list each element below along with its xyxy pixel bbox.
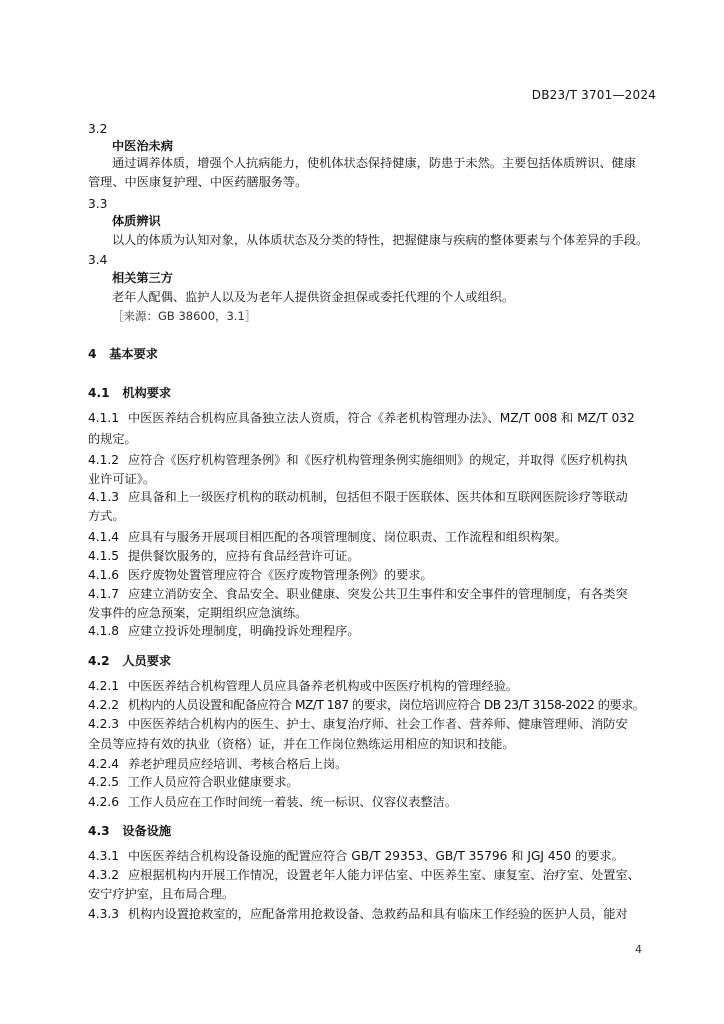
clause-4-2-3	[88, 716, 628, 733]
section-heading-4	[88, 346, 158, 363]
clause-4-1-2	[88, 452, 628, 469]
term-definition-line: 以人的体质为认知对象，从体质状态及分类的特性，把握健康与疾病的整体要素与个体差异的手段。	[112, 233, 649, 247]
clause-4-1-3	[88, 489, 628, 506]
page-header-doc-code: DB23/T 3701—2024	[531, 88, 656, 102]
clause-4-1-7	[88, 586, 628, 603]
section-title: 基本要求	[109, 347, 158, 361]
term-definition-line: 管理、中医康复护理、中医药膳服务等。	[88, 175, 308, 189]
clause-4-1-1	[88, 410, 635, 427]
clause-text: 工作人员应符合职业健康要求。	[128, 775, 299, 789]
clause-text-continued: 全员等应持有效的执业（资格）证，并在工作岗位熟练运用相应的知识和技能。	[88, 737, 515, 751]
subsection-heading-4-1	[88, 385, 171, 402]
clause-text: 机构内的人员设置和配备应符合 MZ/T 187 的要求，岗位培训应符合 DB 23/T 3158-2022 的要求。	[128, 698, 645, 712]
clause-text: 应具备和上一级医疗机构的联动机制，包括但不限于医联体、医共体和互联网医院诊疗等联动	[128, 490, 628, 504]
clause-number: 4.1.3	[88, 490, 120, 504]
clause-4-1-5	[88, 548, 360, 565]
clause-text-continued: 的规定。	[88, 432, 137, 446]
clause-text: 应具有与服务开展项目相匹配的各项管理制度、岗位职责、工作流程和组织构架。	[128, 530, 567, 544]
clause-number: 4.1.6	[88, 568, 120, 582]
clause-number: 4.3.1	[88, 849, 120, 863]
subsection-title: 机构要求	[122, 386, 172, 400]
clause-number: 4.2.5	[88, 775, 120, 789]
clause-text-continued: 方式。	[88, 509, 125, 523]
clause-text-continued: 发事件的应急预案，定期组织应急演练。	[88, 606, 308, 620]
clause-number: 4.2.6	[88, 795, 120, 809]
clause-text: 中医医养结合机构设备设施的配置应符合 GB/T 29353、GB/T 35796 和 JGJ 450 的要求。	[128, 849, 624, 863]
clause-number: 4.1.4	[88, 530, 120, 544]
clause-4-1-8	[88, 623, 360, 640]
page-number: 4	[635, 943, 642, 956]
clause-number: 4.1.2	[88, 453, 120, 467]
subsection-heading-4-3	[88, 823, 171, 840]
clause-text-continued: 业许可证》。	[88, 472, 156, 486]
term-title: 体质辨识	[112, 214, 161, 228]
section-number: 4	[88, 347, 97, 361]
clause-text-continued: 安宁疗护室，且布局合理。	[88, 887, 235, 901]
term-number: 3.2	[88, 122, 108, 136]
clause-text: 中医医养结合机构内的医生、护士、康复治疗师、社会工作者、营养师、健康管理师、消防安	[128, 717, 628, 731]
clause-text: 应符合《医疗机构管理条例》和《医疗机构管理条例实施细则》的规定，并取得《医疗机构执	[128, 453, 628, 467]
clause-4-3-1	[88, 848, 624, 865]
clause-text: 中医医养结合机构管理人员应具备养老机构或中医医疗机构的管理经验。	[128, 679, 518, 693]
clause-text: 应建立消防安全、食品安全、职业健康、突发公共卫生事件和安全事件的管理制度，有各类突	[128, 587, 628, 601]
clause-4-2-4	[88, 756, 347, 773]
subsection-number: 4.3	[88, 824, 110, 838]
subsection-title: 设备设施	[122, 824, 172, 838]
clause-number: 4.1.8	[88, 624, 120, 638]
subsection-number: 4.1	[88, 386, 110, 400]
term-number: 3.3	[88, 197, 108, 211]
clause-4-3-2	[88, 867, 640, 884]
term-source-note: ［来源：GB 38600，3.1］	[112, 309, 257, 323]
term-number: 3.4	[88, 253, 108, 267]
clause-text: 提供餐饮服务的，应持有食品经营许可证。	[128, 549, 360, 563]
clause-4-2-2	[88, 697, 644, 714]
clause-4-2-6	[88, 794, 457, 811]
clause-number: 4.2.3	[88, 717, 120, 731]
clause-text: 机构内设置抢救室的，应配备常用抢救设备、急救药品和具有临床工作经验的医护人员，能对	[128, 907, 628, 921]
clause-number: 4.2.2	[88, 698, 120, 712]
term-definition-line: 老年人配偶、监护人以及为老年人提供资金担保或委托代理的个人或组织。	[112, 290, 515, 304]
clause-number: 4.2.1	[88, 679, 120, 693]
clause-text: 应建立投诉处理制度，明确投诉处理程序。	[128, 624, 360, 638]
clause-text: 应根据机构内开展工作情况，设置老年人能力评估室、中医养生室、康复室、治疗室、处置室、	[128, 868, 640, 882]
clause-4-2-5	[88, 774, 299, 791]
clause-4-1-6	[88, 567, 433, 584]
term-title: 相关第三方	[112, 271, 173, 285]
clause-text: 医疗废物处置管理应符合《医疗废物管理条例》的要求。	[128, 568, 433, 582]
clause-text: 中医医养结合机构应具备独立法人资质，符合《养老机构管理办法》、MZ/T 008 和 MZ/T 032	[128, 411, 635, 425]
subsection-heading-4-2	[88, 653, 171, 670]
term-definition-line: 通过调养体质，增强个人抗病能力，使机体状态保持健康，防患于未然。主要包括体质辨识、健康	[112, 156, 637, 170]
clause-number: 4.1.1	[88, 411, 120, 425]
clause-4-2-1	[88, 678, 518, 695]
subsection-number: 4.2	[88, 654, 110, 668]
clause-number: 4.1.7	[88, 587, 120, 601]
clause-4-3-3	[88, 906, 628, 923]
subsection-title: 人员要求	[122, 654, 172, 668]
clause-number: 4.2.4	[88, 757, 120, 771]
clause-number: 4.3.2	[88, 868, 120, 882]
clause-4-1-4	[88, 529, 567, 546]
term-title: 中医治未病	[112, 139, 173, 153]
clause-number: 4.1.5	[88, 549, 120, 563]
clause-text: 工作人员应在工作时间统一着装、统一标识、仪容仪表整洁。	[128, 795, 458, 809]
clause-text: 养老护理员应经培训、考核合格后上岗。	[128, 757, 348, 771]
clause-number: 4.3.3	[88, 907, 120, 921]
